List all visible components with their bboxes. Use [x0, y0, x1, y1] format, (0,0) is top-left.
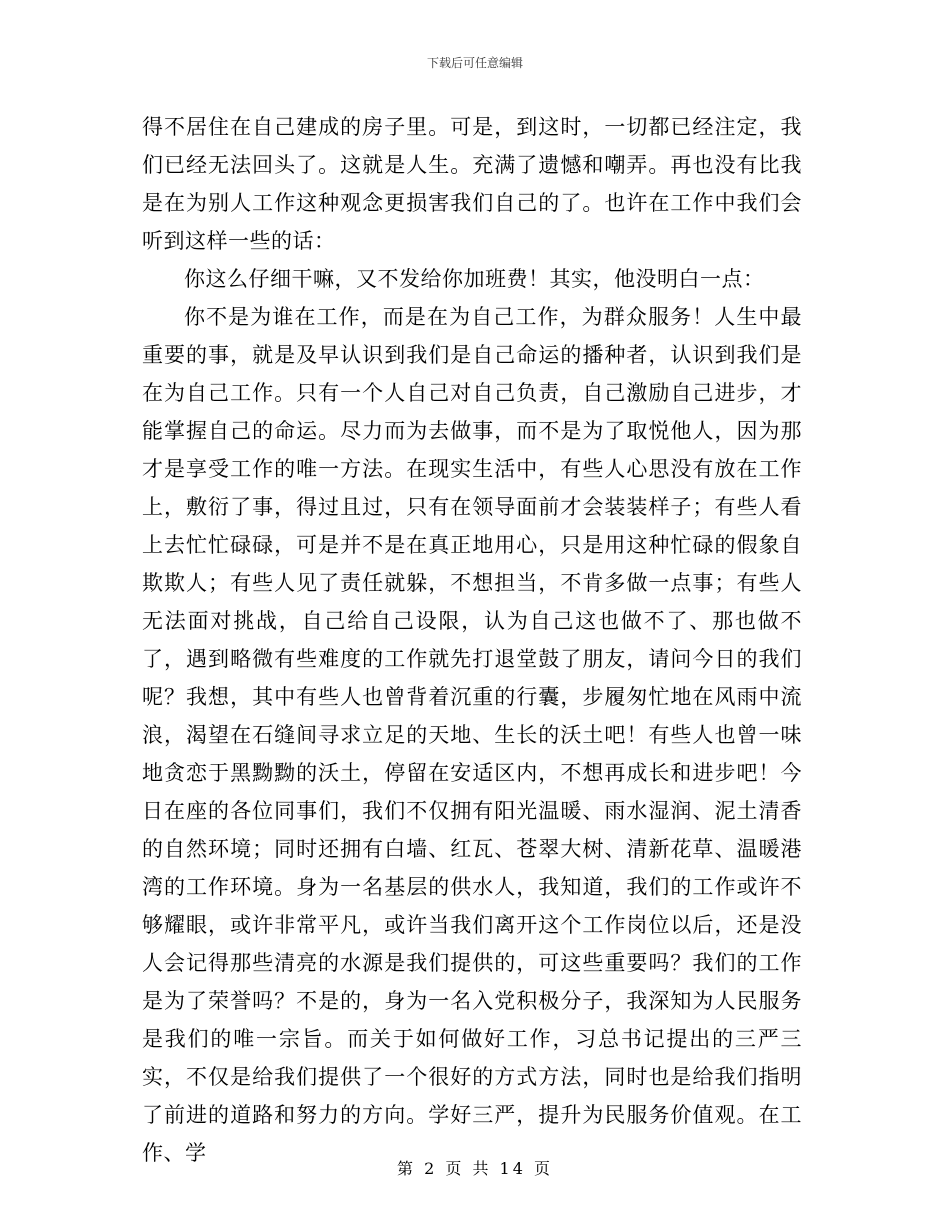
paragraph-1: 得不居住在自己建成的房子里。可是，到这时，一切都已经注定，我们已经无法回头了。这就是人生。充满了遗憾和嘲弄。再也没有比我是在为别人工作这种观念更损害我们自己的了。也许在工作中我们会听到这样一些的话：	[142, 115, 802, 253]
page-number-footer: 第 2 页 共 14 页	[397, 1159, 553, 1178]
page-header-note: 下载后可任意编辑	[426, 56, 523, 70]
document-body	[142, 108, 802, 1172]
paragraph-2: 你这么仔细干嘛，又不发给你加班费！其实，他没明白一点：	[184, 267, 765, 291]
paragraph-3: 你不是为谁在工作，而是在为自己工作，为群众服务！人生中最重要的事，就是及早认识到我们是自己命运的播种者，认识到我们是在为自己工作。只有一个人自己对自己负责，自己激励自己进步，才能掌握自己的命运。尽力而为去做事，而不是为了取悦他人，因为那才是享受工作的唯一方法。在现实生活中，有些人心思没有放在工作上，敷衍了事，得过且过，只有在领导面前才会装装样子；有些人看上去忙忙碌碌，可是并不是在真正地用心，只是用这种忙碌的假象自欺欺人；有些人见了责任就躲，不想担当，不肯多做一点事；有些人无法面对挑战，自己给自己设限，认为自己这也做不了、那也做不了，遇到略微有些难度的工作就先打退堂鼓了朋友，请问今日的我们呢？我想，其中有些人也曾背着沉重的行囊，步履匆忙地在风雨中流浪，渴望在石缝间寻求立足的天地、生长的沃土吧！有些人也曾一味地贪恋于黑黝黝的沃土，停留在安适区内，不想再成长和进步吧！今日在座的各位同事们，我们不仅拥有阳光温暖、雨水湿润、泥土清香的自然环境；同时还拥有白墙、红瓦、苍翠大树、清新花草、温暖港湾的工作环境。身为一名基层的供水人，我知道，我们的工作或许不够耀眼，或许非常平凡，或许当我们离开这个工作岗位以后，还是没人会记得那些清亮的水源是我们提供的，可这些重要吗？我们的工作是为了荣誉吗？不是的，身为一名入党积极分子，我深知为人民服务是我们的唯一宗旨。而关于如何做好工作，习总书记提出的三严三实，不仅是给我们提供了一个很好的方式方法，同时也是给我们指明了前进的道路和努力的方向。学好三严，提升为民服务价值观。在工作、学	[142, 305, 802, 1165]
